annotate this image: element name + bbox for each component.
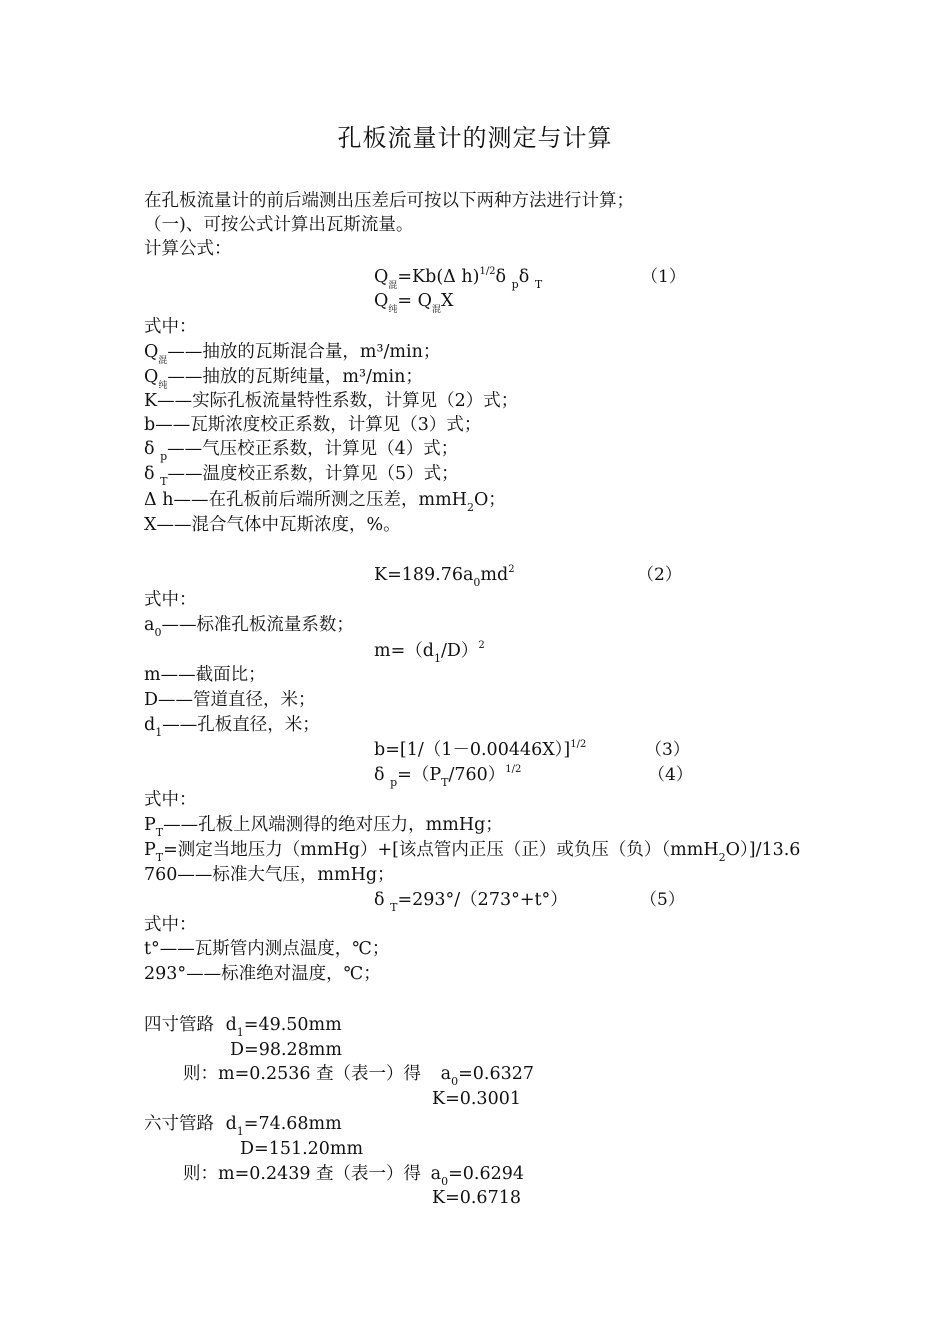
formula-4: δ $_p=(P_T/760)^{1/2}$	[374, 764, 522, 789]
equation-number-3: （3）	[645, 740, 690, 760]
equation-number-5: （5）	[640, 890, 685, 910]
definition-delta-h: Δ h——在孔板前后端所测之压差，mmH$_2$O；	[144, 490, 506, 514]
formula-1: $Q_混=Kb(\Delta$ h)$^{1/2}$δ $_p$δ $_T$	[374, 266, 543, 291]
formula-5: δ $_T$=293°/（273°+t°）	[374, 890, 568, 914]
definition-k: K——实际孔板流量特性系数，计算见（2）式；	[144, 391, 519, 411]
formula-3: $b=[1/(1-0.00446X)]^{1/2}$	[374, 739, 587, 760]
formula-m: $m=(d_1/D)^2$	[374, 640, 485, 665]
where-label-4: 式中：	[144, 915, 197, 935]
formula-1b: $Q_纯= Q_混X$	[374, 291, 454, 315]
pipe-4-inch: 四寸管路 $d_1=49.50mm$	[144, 1015, 342, 1039]
intro-line-1: 在孔板流量计的前后端测出压差后可按以下两种方法进行计算；	[144, 191, 634, 211]
definition-a0: $a_0——$标准孔板流量系数；	[144, 615, 354, 639]
pipe-6-inch: 六寸管路 $d_1=74.68mm$	[144, 1114, 342, 1138]
definition-q-pure: $Q_纯——$抽放的瓦斯纯量，m³/min；	[144, 367, 423, 391]
pipe-6-k: K=0.6718	[432, 1188, 521, 1208]
definition-b: b——瓦斯浓度校正系数，计算见（3）式；	[144, 415, 482, 435]
where-label-1: 式中：	[144, 317, 197, 337]
intro-line-2: （一)、可按公式计算出瓦斯流量。	[144, 215, 414, 235]
definition-q-mix: $Q_混——$抽放的瓦斯混合量，m³/min；	[144, 342, 441, 366]
definition-d: D——管道直径，米；	[144, 690, 316, 710]
pipe-6-result: 则：m=0.2439 查（表一）得 $a_0=0.6294$	[183, 1164, 524, 1188]
where-label-2: 式中：	[144, 590, 197, 610]
pipe-4-diameter: D=98.28mm	[230, 1040, 342, 1060]
equation-number-4: （4）	[648, 765, 693, 785]
equation-number-1: （1）	[641, 267, 686, 287]
intro-line-3: 计算公式：	[144, 239, 232, 259]
definition-pt-formula: $P_T=$测定当地压力（mmHg）+[该点管内正压（正）或负压（负）（mmH$_2$O）]/13.6	[144, 840, 801, 864]
definition-760: 760——标准大气压，mmHg；	[144, 865, 395, 885]
definition-293: 293°——标准绝对温度，℃；	[144, 964, 381, 984]
equation-number-2: （2）	[637, 565, 682, 585]
pipe-4-result: 则：m=0.2536 查（表一）得 $a_0=0.6327$	[183, 1064, 534, 1088]
pipe-4-k: K=0.3001	[432, 1089, 521, 1109]
definition-d1: $d_1——$孔板直径，米；	[144, 715, 320, 739]
where-label-3: 式中：	[144, 790, 197, 810]
definition-delta-p: δ $_p$——气压校正系数，计算见（4）式；	[144, 439, 459, 463]
definition-x: X——混合气体中瓦斯浓度，%。	[144, 515, 401, 535]
definition-m: m——截面比；	[144, 665, 266, 685]
pipe-6-diameter: D=151.20mm	[240, 1139, 364, 1159]
page-title: 孔板流量计的测定与计算	[337, 124, 613, 152]
definition-t: t°——瓦斯管内测点温度，℃；	[144, 939, 390, 959]
definition-pt: $P_T——$孔板上风端测得的绝对压力，mmHg；	[144, 815, 503, 839]
definition-delta-t: δ $_T$——温度校正系数，计算见（5）式；	[144, 464, 459, 488]
formula-2: $K=189.76a_0md^2$	[374, 564, 515, 589]
